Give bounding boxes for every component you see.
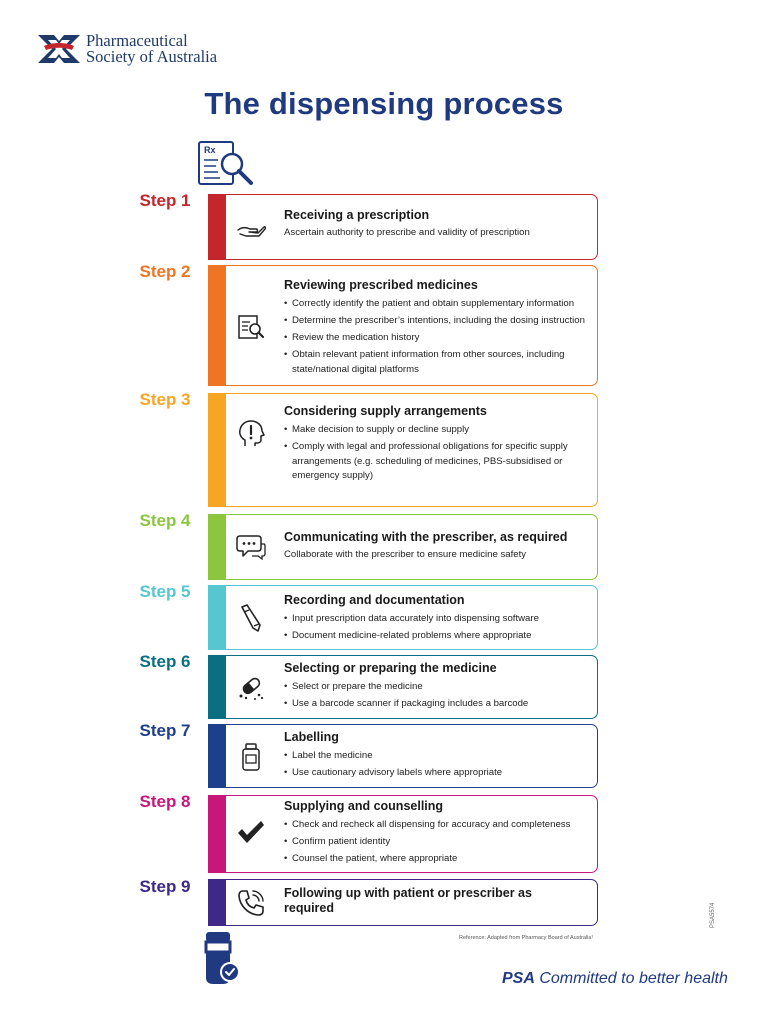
step-4-bar — [208, 514, 227, 580]
list-item: • Make decision to supply or decline supply — [284, 423, 596, 438]
step-8-title: Supplying and counselling — [284, 799, 444, 813]
document-code: PSA5574 — [710, 902, 716, 928]
checkmark-icon — [236, 818, 266, 848]
phone-icon — [236, 888, 266, 918]
step-9-bar — [208, 879, 227, 926]
step-8-content — [284, 799, 596, 869]
step-3-title: Considering supply arrangements — [284, 404, 487, 418]
reference-note: Reference: Adapted from Pharmacy Board of Australia¹ — [459, 935, 594, 941]
step-6-content — [284, 661, 596, 714]
step-1-title: Receiving a prescription — [284, 208, 430, 222]
tagline-text: Committed to better health — [534, 970, 728, 987]
step-9-label: Step 9 — [139, 877, 191, 896]
step-2-bar — [208, 265, 227, 386]
list-item: • Determine the prescriber’s intentions, including the dosing instruction — [284, 314, 596, 329]
pen-icon — [236, 603, 266, 633]
step-4-content — [284, 530, 596, 561]
step-4-title: Communicating with the prescriber, as required — [284, 530, 568, 544]
org-name-line2: Society of Australia — [86, 47, 218, 66]
step-2-bullets — [284, 297, 596, 377]
step-9-content — [284, 886, 596, 920]
step-1-desc: Ascertain authority to prescribe and validity of prescription — [284, 227, 530, 238]
step-6-bar — [208, 655, 227, 719]
document-search-icon — [236, 312, 266, 342]
hand-icon — [236, 214, 266, 244]
step-3-bar — [208, 393, 227, 507]
step-5-label: Step 5 — [139, 582, 191, 601]
step-2-content — [284, 278, 596, 380]
tagline — [502, 970, 728, 988]
step-7-title: Labelling — [284, 730, 339, 744]
prescription-search-icon — [196, 140, 254, 188]
step-2-label: Step 2 — [139, 262, 191, 281]
tagline-brand: PSA — [502, 970, 535, 987]
page-title: The dispensing process — [204, 86, 564, 121]
pill-bottle-check-icon — [202, 932, 242, 986]
psa-logo-icon — [36, 32, 82, 66]
list-item: • Review the medication history — [284, 331, 596, 346]
step-5-bullets — [284, 612, 596, 644]
bottle-icon — [236, 742, 266, 772]
step-6-bullets — [284, 680, 596, 712]
step-6-title: Selecting or preparing the medicine — [284, 661, 497, 675]
step-3-content — [284, 404, 596, 486]
list-item: • Obtain relevant patient information from other sources, including state/national digital platforms — [284, 348, 596, 377]
list-item: • Document medicine-related problems where appropriate — [284, 629, 596, 644]
list-item: • Select or prepare the medicine — [284, 680, 596, 695]
list-item: • Counsel the patient, where appropriate — [284, 852, 596, 867]
org-name-line1: Pharmaceutical — [86, 31, 188, 50]
list-item: • Confirm patient identity — [284, 835, 596, 850]
alert-head-icon — [236, 419, 266, 449]
step-9-title: Following up with patient or prescriber as required — [284, 886, 532, 915]
list-item: • Correctly identify the patient and obtain supplementary information — [284, 297, 596, 312]
list-item: • Input prescription data accurately into dispensing software — [284, 612, 596, 627]
step-3-label: Step 3 — [139, 390, 191, 409]
psa-logo — [36, 32, 217, 66]
step-1-label: Step 1 — [139, 191, 191, 210]
step-5-content — [284, 593, 596, 646]
list-item: • Use cautionary advisory labels where appropriate — [284, 766, 596, 781]
step-4-desc: Collaborate with the prescriber to ensure medicine safety — [284, 549, 527, 560]
step-7-content — [284, 730, 596, 783]
list-item: • Comply with legal and professional obligations for specific supply arrangements (e.g. scheduling of medicines, PBS-subsidised or emergency supply) — [284, 440, 596, 484]
step-1-bar — [208, 194, 227, 260]
step-8-bar — [208, 795, 227, 873]
step-6-label: Step 6 — [139, 652, 191, 671]
list-item: • Check and recheck all dispensing for accuracy and completeness — [284, 818, 596, 833]
step-4-label: Step 4 — [139, 511, 191, 530]
step-8-bullets — [284, 818, 596, 867]
rx-label: Rx — [204, 145, 216, 155]
step-1-content — [284, 208, 596, 239]
step-7-bar — [208, 724, 227, 788]
step-5-title: Recording and documentation — [284, 593, 465, 607]
list-item: • Use a barcode scanner if packaging includes a barcode — [284, 697, 596, 712]
chat-icon — [236, 532, 266, 562]
step-2-title: Reviewing prescribed medicines — [284, 278, 478, 292]
step-3-bullets — [284, 423, 596, 484]
step-7-label: Step 7 — [139, 721, 191, 740]
step-7-bullets — [284, 749, 596, 781]
step-5-bar — [208, 585, 227, 650]
capsule-icon — [236, 672, 266, 702]
list-item: • Label the medicine — [284, 749, 596, 764]
step-8-label: Step 8 — [139, 792, 191, 811]
